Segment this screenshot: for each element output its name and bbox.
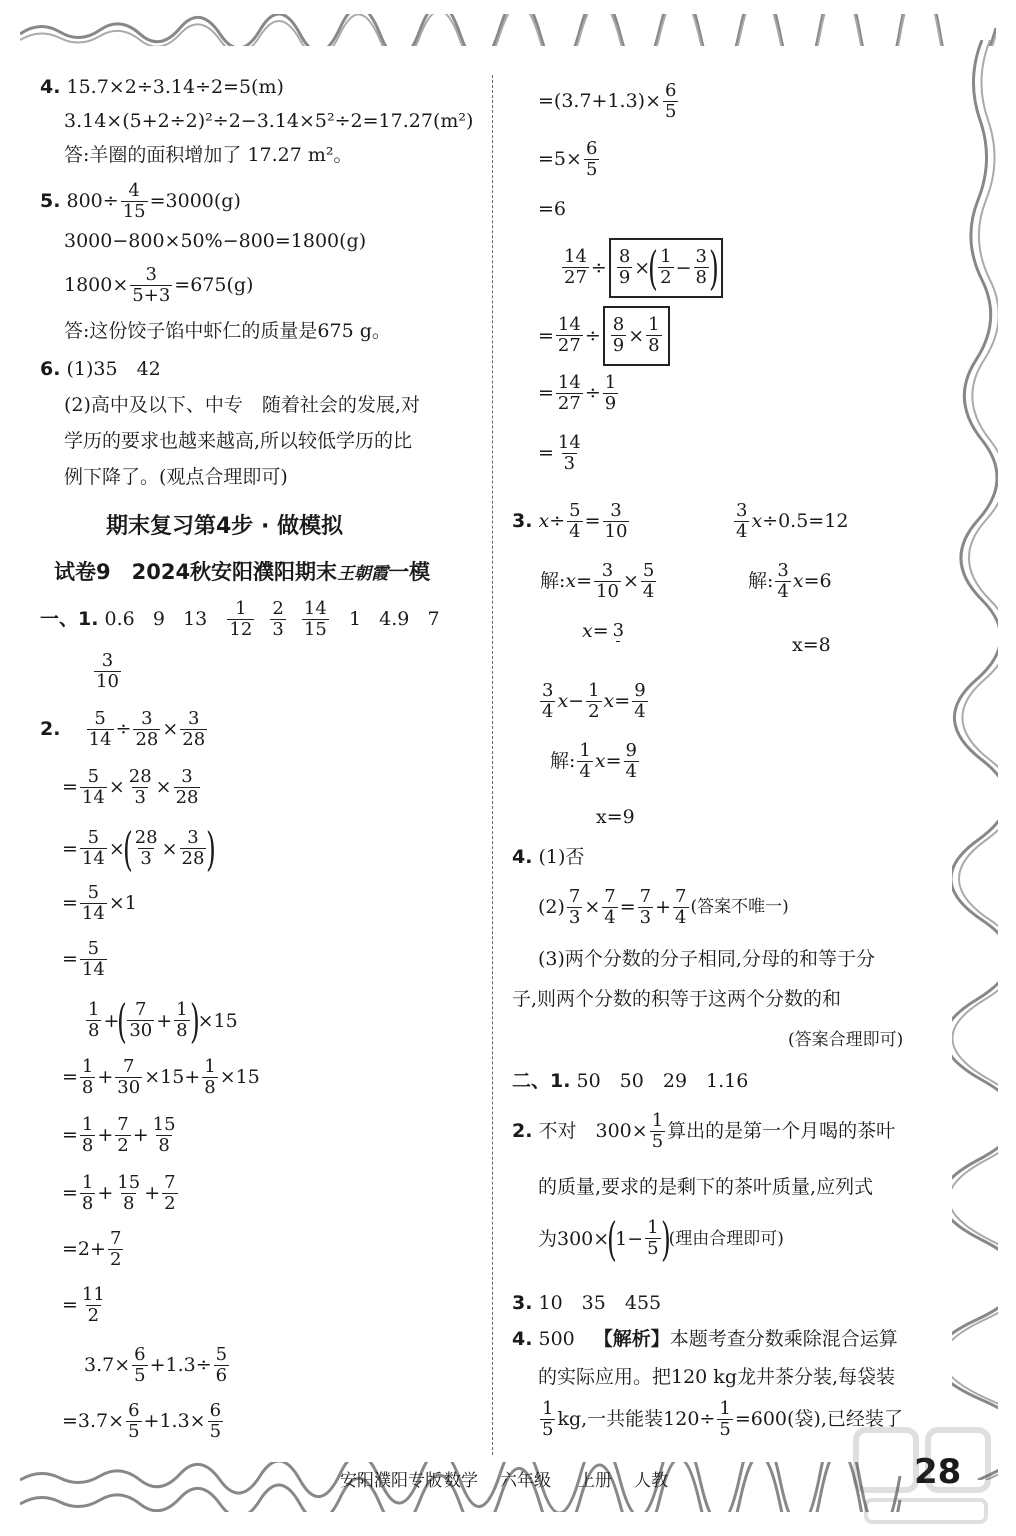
q3-sol1: 解: x = $\frac{3}{10}$ × $\frac{5}{4}$ [540, 560, 655, 602]
p2-line7: = $\frac{1}{8}$ + $\frac{7}{30}$ × 15 + $\frac{1}{8}$ × 15 [62, 1056, 260, 1098]
p2-line3: = $\frac{5}{14}$ × ( $\frac{28}{3}$ × $\frac{3}{28}$ ) [62, 822, 217, 876]
p1-v5: 4.9 [379, 608, 410, 631]
p2-line6: 1 8 + ( 7 30 + $\frac{1}{8}$ ) × 15 [88, 994, 238, 1048]
p1-v4: 1 [348, 608, 362, 631]
q5-line4: 答:这份饺子馅中虾仁的质量是675 g。 [64, 320, 391, 342]
q3-eq2: 3 4 x ÷0.5=12 [736, 500, 849, 542]
fraction: 14 15 [303, 598, 327, 640]
paper-title-text: 试卷9 2024秋安阳濮阳期末 [54, 560, 338, 584]
q6-line2: (2)高中及以下、中专 随着社会的发展,对 [64, 394, 420, 416]
q4r-line5: (答案合理即可) [788, 1030, 904, 1050]
s2q4-line3: 1 5 kg,一共能装120÷ $\frac{1}{5}$ =600(袋),已经装了 [542, 1398, 903, 1440]
q5-l3a: 1800× [64, 274, 129, 297]
p1-answers [40, 600, 440, 640]
paper-title-suffix: 一模 [388, 560, 431, 584]
fraction: 2 3 [272, 598, 284, 640]
s2q2-line1: 2. 不对 300× $\frac{1}{5}$ 算出的是第一个月喝的茶叶 [512, 1110, 896, 1152]
p1-number: 一、1. [40, 608, 99, 631]
signature-logo: 王朝霞 [337, 564, 389, 584]
p2-line9: = $\frac{1}{8}$ + $\frac{15}{8}$ + $\frac{7}{2}$ [62, 1172, 176, 1214]
p2-line8: = $\frac{1}{8}$ + $\frac{7}{2}$ + $\frac{15}{8}$ [62, 1114, 176, 1156]
q3-number: 3. [512, 510, 533, 533]
s2q1-values: 50 50 29 1.16 [576, 1070, 749, 1092]
fraction: 3 10 [96, 650, 119, 692]
q4-line1: 15.7×2÷3.14÷2=5(m) [66, 76, 284, 98]
r-line6: = $\frac{14}{27}$ ÷ $\frac{1}{9}$ [538, 372, 617, 414]
q4-line3: 答:羊圈的面积增加了 17.27 m²。 [64, 144, 353, 166]
q4r-number: 4. [512, 846, 533, 868]
footer-publisher: 人教 [634, 1471, 668, 1491]
q3-res1: x = 3 [582, 620, 625, 643]
p2-line10: = 2 + $\frac{7}{2}$ [62, 1228, 122, 1270]
footer-edition: 安阳濮阳专版 [340, 1471, 442, 1491]
top-wavy-border [20, 14, 996, 46]
q4r-line3: (3)两个分数的分子相同,分母的和等于分 [538, 948, 875, 970]
r-line4: $\frac{14}{27}$ ÷ $\frac{8}{9}$ × ( 1 2 − $\frac{3}{8}$ ) [560, 238, 725, 298]
q3-sol2: 解: 3 4 x =6 [748, 560, 832, 602]
section-title: 期末复习第4步 · 做模拟 [106, 514, 343, 539]
r-line1: = (3.7+1.3) × $\frac{6}{5}$ [538, 80, 677, 122]
q6-line4: 例下降了。(观点合理即可) [64, 466, 288, 488]
fraction: $\frac{3}{5+3}$ [132, 264, 171, 306]
r-line2: =5× $\frac{6}{5}$ [538, 138, 598, 180]
q4r-line2: (2) $\frac{7}{3}$ × $\frac{7}{4}$ = $\frac{7}{3}$ + $\frac{7}{4}$ (答案不唯一) [538, 886, 789, 928]
q5-line2: 3000−800×50%−800=1800(g) [64, 230, 367, 252]
q6-line1: (1)35 42 [66, 358, 161, 380]
p2-line5: = $\frac{5}{14}$ [62, 938, 105, 980]
q4r-line4: 子,则两个分数的积等于这两个分数的和 [512, 988, 842, 1010]
q5-l1b: =3000(g) [149, 190, 241, 213]
p1-v2: 9 [152, 608, 165, 631]
q5-number: 5. [40, 190, 61, 213]
right-wavy-border [952, 40, 998, 1480]
page-number: 28 [914, 1452, 962, 1492]
s2q2-line3: 为300× ( 1− $\frac{1}{5}$ ) (理由合理即可) [538, 1212, 784, 1266]
s2q2-line2: 的质量,要求的是剩下的茶叶质量,应列式 [538, 1176, 874, 1198]
column-divider [492, 75, 493, 1455]
q3-sol3: 解: 1 4 x = $\frac{9}{4}$ [550, 740, 637, 782]
q5-l1a: 800÷ [66, 190, 119, 213]
q4r-line1: (1)否 [538, 846, 585, 868]
r-line7: = $\frac{14}{3}$ [538, 432, 581, 474]
q5-l3b: =675(g) [174, 274, 254, 297]
p1-v1: 0.6 [104, 608, 135, 631]
p2-number: 2. [40, 718, 61, 741]
p2-line13: = 3.7 × $\frac{6}{5}$ + 1.3 × $\frac{6}{5}$ [62, 1400, 222, 1442]
paper-title [54, 562, 430, 583]
p2-line12: 3.7 × $\frac{6}{5}$ + 1.3 ÷ $\frac{5}{6}$ [84, 1344, 228, 1386]
p2-line4: = $\frac{5}{14}$ × 1 [62, 882, 137, 924]
footer-grade: 六年级 [500, 1471, 551, 1491]
watermark-logo-icon [846, 1420, 1006, 1530]
s2q4-line2: 的实际应用。把120 kg龙井茶分装,每袋装 [538, 1366, 896, 1388]
s2q4-line1: 4. 500 【解析】 本题考查分数乘除混合运算 [512, 1328, 898, 1350]
fraction: 1 12 [229, 598, 253, 640]
r-line3: =6 [538, 198, 567, 220]
p2-line1: 2. $\frac{5}{14}$ ÷ $\frac{3}{28}$ × $\frac{3}{28}$ [40, 708, 206, 750]
s2q3-number: 3. [512, 1292, 533, 1314]
r-line5: = $\frac{14}{27}$ ÷ $\frac{8}{9}$ × $\frac{1}{8}$ [538, 306, 672, 366]
q3-eq3: 3 4 x − $\frac{1}{2}$ x = $\frac{9}{4}$ [542, 680, 646, 722]
q4-line2: 3.14×(5+2÷2)²÷2−3.14×5²÷2=17.27(m²) [64, 110, 474, 132]
p2-line11: = $\frac{11}{2}$ [62, 1284, 105, 1326]
q3-res2: x=8 [792, 634, 831, 656]
p1-v3: 13 [183, 608, 208, 631]
s2q3-values: 10 35 455 [538, 1292, 662, 1314]
footer-term: 上册 [578, 1471, 612, 1491]
footer-subject: 数学 [444, 1471, 478, 1491]
q3-res3: x=9 [596, 806, 635, 828]
s2q1-number: 二、1. [512, 1070, 571, 1092]
p1-v6: 7 [427, 608, 440, 631]
q6-number: 6. [40, 358, 61, 380]
q6-line3: 学历的要求也越来越高,所以较低学历的比 [64, 430, 413, 452]
q3-eq1: 3. x ÷ $\frac{5}{4}$ = $\frac{3}{10}$ [512, 500, 628, 542]
p2-line2: = $\frac{5}{14}$ × $\frac{28}{3}$ × $\frac{3}{28}$ [62, 766, 199, 808]
q4-number: 4. [40, 76, 61, 98]
fraction: $\frac{4}{15}$ [122, 180, 146, 222]
